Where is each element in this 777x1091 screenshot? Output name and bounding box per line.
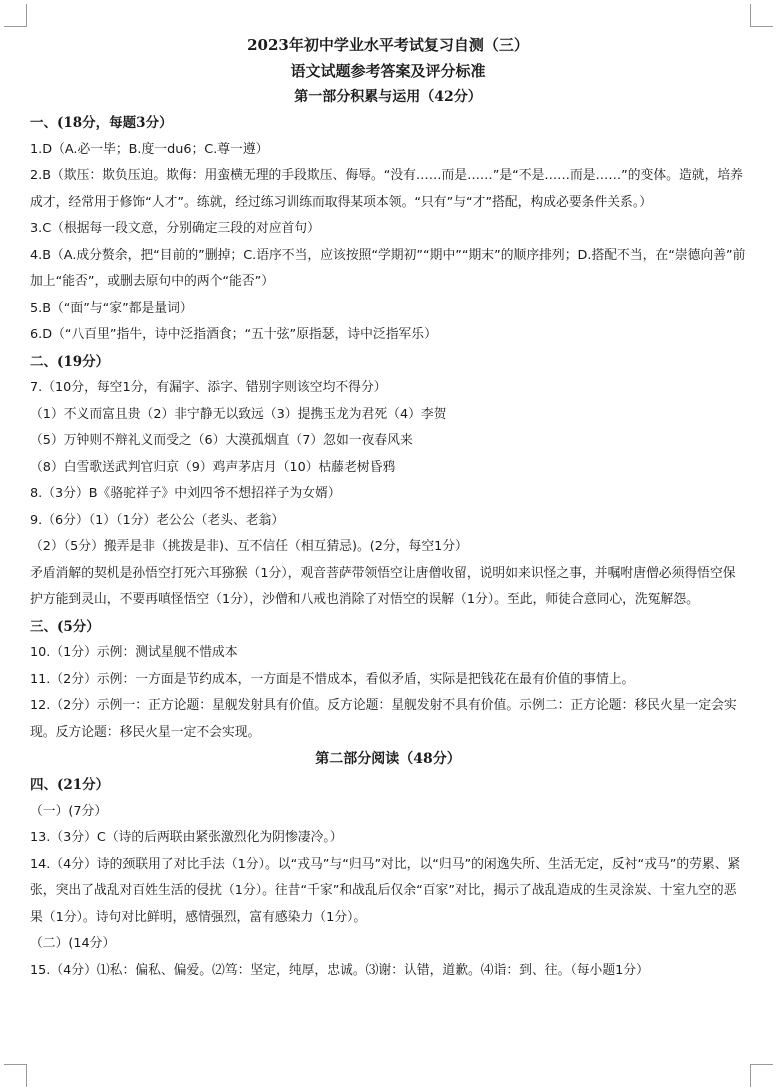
crop-mark-bottom-left <box>4 1064 27 1087</box>
section-heading: 一、(18分，每题3分） <box>30 115 173 131</box>
answer-paragraph: （1）不义而富且贵（2）非宁静无以致远（3）提携玉龙为君死（4）李贺 <box>30 406 447 422</box>
answer-paragraph: 12.（2分）示例一：正方论题：星舰发射具有价值。反方论题：星舰发射不具有价值。示例二：正方论题：移民火星一定会实现。反方论题：移民火星一定不会实现。 <box>30 698 737 740</box>
answer-paragraph: （一）(7分） <box>30 803 108 819</box>
part-heading: 第二部分阅读（48分） <box>315 751 461 767</box>
answer-paragraph: （5）万钟则不辩礼义而受之（6）大漠孤烟直（7）忽如一夜春风来 <box>30 433 413 448</box>
answer-paragraph: 9.（6分）（1）（1分）老公公（老头、老翁） <box>30 512 285 528</box>
part-heading: 第一部分积累与运用（42分） <box>294 89 482 105</box>
answer-paragraph: 11.（2分）示例：一方面是节约成本，一方面是不惜成本，看似矛盾，实际是把钱花在最有价值的事情上。 <box>30 671 635 687</box>
answer-paragraph: 14.（4分）诗的颈联用了对比手法（1分）。以“戎马”与“归马”对比，以“归马”的闲逸失所、生活无定，反衬“戎马”的劳累、紧张，突出了战乱对百姓生活的侵扰（1分）。往昔“千家”和战乱后仅余“百家”对比，揭示了战乱造成的生灵涂炭、十室九空的恶果（1分）。诗句对比鲜明，感情强烈，富有感染力（1分）。 <box>30 856 741 925</box>
answer-paragraph: （二）(14分） <box>30 936 116 951</box>
document-subtitle: 语文试题参考答案及评分标准 <box>290 62 486 80</box>
crop-mark-bottom-right <box>750 1064 773 1087</box>
document-page <box>30 32 746 984</box>
answer-paragraph: 8.（3分）B《骆驼祥子》中刘四爷不想招祥子为女婿） <box>30 486 341 501</box>
answer-paragraph: 2.B（欺压：欺负压迫。欺侮：用蛮横无理的手段欺压、侮辱。“没有……而是……”是“不是……而是……”的变体。造就，培养成才，经常用于修饰“人才”。练就，经过练习训练而取得某项本领。“只有”与“才”搭配，构成必要条件关系。） <box>30 168 743 210</box>
answer-paragraph: 13.（3分）C（诗的后两联由紧张激烈化为阴惨凄冷。） <box>30 830 343 845</box>
crop-mark-top-left <box>4 4 27 27</box>
answer-paragraph: （8）白雪歌送武判官归京（9）鸡声茅店月（10）枯藤老树昏鸦 <box>30 459 396 475</box>
answer-paragraph: 5.B（“面”与“家”都是量词） <box>30 300 193 316</box>
answer-paragraph: 1.D（A.必一毕；B.度一du6；C.尊一遵） <box>30 141 269 157</box>
answer-paragraph: 15.（4分）⑴私：偏私、偏爱。⑵笃：坚定，纯厚，忠诚。⑶谢：认错，道歉。⑷诣：到、往。（每小题1分） <box>30 962 649 978</box>
answer-paragraph: 3.C（根据每一段文意，分别确定三段的对应首句） <box>30 221 320 236</box>
answer-paragraph: 10.（1分）示例：测试星舰不惜成本 <box>30 645 238 660</box>
answer-paragraph: 7.（10分，每空1分，有漏字、添字、错别字则该空均不得分） <box>30 380 387 395</box>
answer-paragraph: （2）（5分）搬弄是非（挑拨是非)、互不信任（相互猜忌)。(2分，每空1分） <box>30 539 468 554</box>
document-body <box>30 110 746 984</box>
answer-paragraph: 矛盾消解的契机是孙悟空打死六耳猕猴（1分），观音菩萨带领悟空让唐僧收留，说明如来识怪之事，并嘱咐唐僧必须得悟空保护方能到灵山，不要再嗔怪悟空（1分），沙僧和八戒也消除了对悟空的误解（1分）。至此，师徒合意同心，洗冤解怨。 <box>30 565 736 607</box>
answer-paragraph: 4.B（A.成分赘余，把“目前的”删掉；C.语序不当，应该按照“学期初”“期中”“期末”的顺序排列；D.搭配不当，在“崇德向善”前加上“能否”，或删去原句中的两个“能否”） <box>30 247 746 289</box>
section-heading: 四、(21分） <box>30 777 110 793</box>
document-title: 2023年初中学业水平考试复习自测（三） <box>247 36 529 54</box>
crop-mark-top-right <box>750 4 773 27</box>
answer-paragraph: 6.D（“八百里”指牛，诗中泛指酒食；“五十弦”原指瑟，诗中泛指军乐） <box>30 327 437 342</box>
section-heading: 三、(5分） <box>30 618 100 635</box>
section-heading: 二、(19分） <box>30 353 110 370</box>
